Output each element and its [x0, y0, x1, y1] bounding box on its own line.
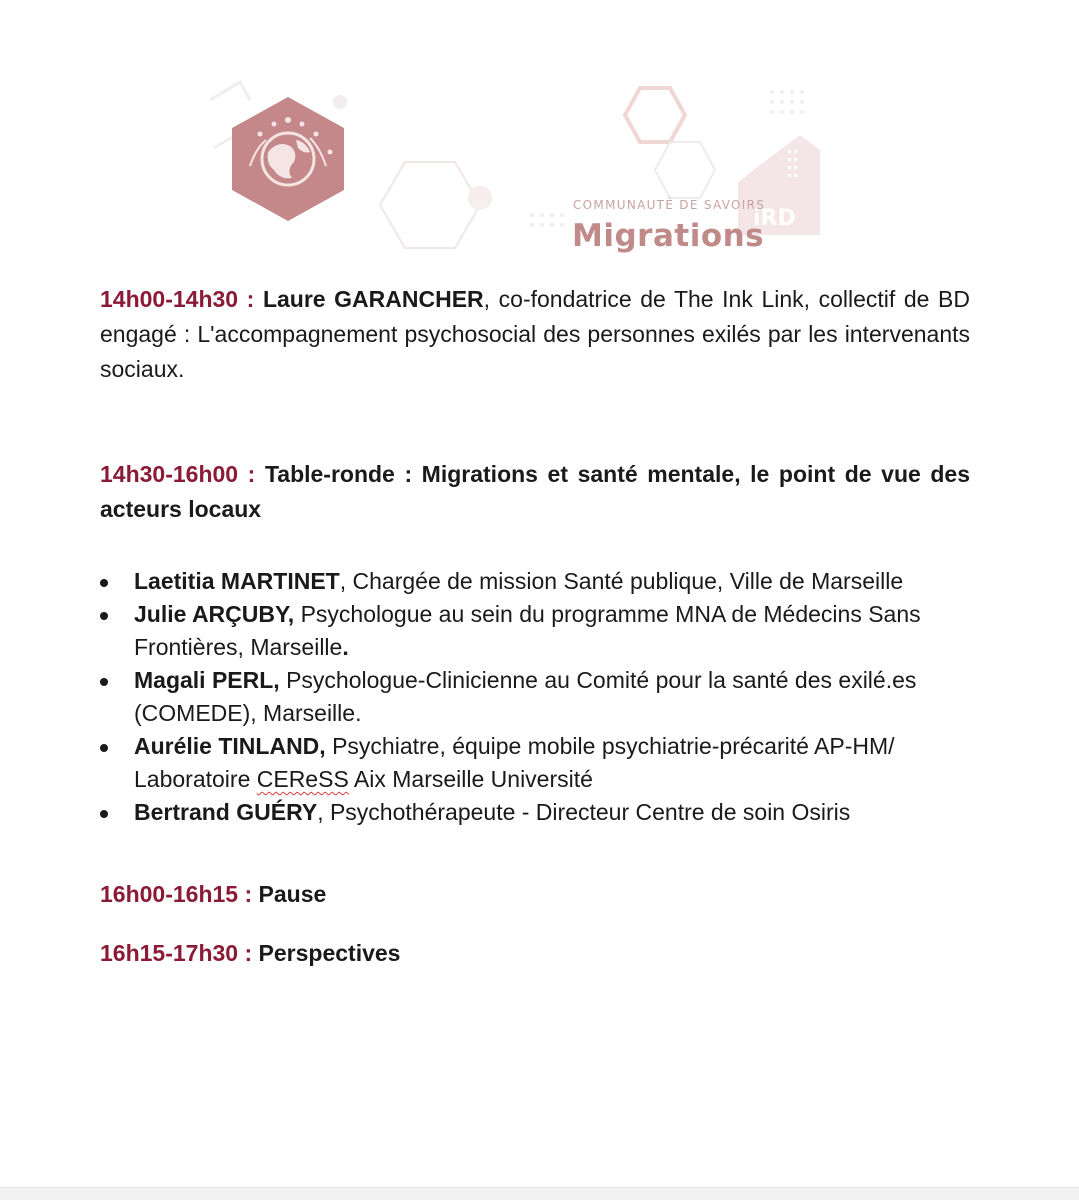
speaker-name: Bertrand GUÉRY: [134, 799, 318, 825]
session-1-description: , co-fondatrice de The Ink Link, collectif de BD engagé : L'accompagnement psychosocial des personnes exilés par les intervenants sociaux.: [100, 286, 971, 382]
list-item: [100, 730, 970, 796]
speaker-name: Aurélie TINLAND,: [134, 733, 326, 759]
spellcheck-word: CEReSS: [256, 766, 349, 792]
list-item: [100, 796, 970, 829]
bullet-icon: [100, 744, 108, 752]
banner-title: Migrations: [572, 218, 765, 254]
session-4-title: Perspectives: [258, 940, 401, 966]
session-2-time: 14h30-16h00 :: [100, 461, 256, 487]
session-4-time: 16h15-17h30 :: [100, 940, 253, 966]
list-item: [100, 565, 970, 598]
session-3: [100, 877, 970, 912]
speaker-role: , Psychothérapeute - Directeur Centre de soin Osiris: [317, 799, 851, 825]
speaker-role: Psychologue-Clinicienne au Comité pour la santé des exilé.es (COMEDE), Marseille.: [134, 667, 917, 726]
bullet-icon: [100, 612, 108, 620]
speaker-list: [100, 565, 970, 829]
session-1-time: 14h00-14h30 :: [100, 286, 255, 312]
session-1-speaker: Laure GARANCHER: [262, 286, 484, 312]
speaker-role-rest: Aix Marseille Université: [348, 766, 593, 792]
list-item: [100, 664, 970, 730]
speaker-role: Psychiatre, équipe mobile psychiatrie-précarité AP-HM/ Laboratoire: [134, 733, 895, 792]
session-1: [100, 282, 970, 387]
session-2: [100, 457, 970, 527]
speaker-role-end: .: [342, 634, 349, 660]
header-banner: [200, 70, 840, 254]
session-3-title: Pause: [258, 881, 327, 907]
speaker-name: Laetitia MARTINET: [134, 568, 340, 594]
list-item: [100, 598, 970, 664]
bullet-icon: [100, 579, 108, 587]
speaker-name: Magali PERL,: [134, 667, 280, 693]
program-content: [100, 282, 970, 971]
session-4: [100, 936, 970, 971]
ird-logo-text: iRD: [753, 206, 796, 231]
speaker-role: , Chargée de mission Santé publique, Ville de Marseille: [339, 568, 904, 594]
speaker-role: Psychologue au sein du programme MNA de Médecins Sans Frontières, Marseille: [134, 601, 921, 660]
session-3-time: 16h00-16h15 :: [100, 881, 253, 907]
bullet-icon: [100, 678, 108, 686]
bullet-icon: [100, 810, 108, 818]
page-bottom-edge: [0, 1187, 1079, 1200]
speaker-name: Julie ARÇUBY,: [134, 601, 295, 627]
banner-subtitle: COMMUNAUTÉ DE SAVOIRS: [573, 198, 766, 212]
session-2-title: Table-ronde : Migrations et santé mentale, le point de vue des acteurs locaux: [100, 461, 971, 522]
